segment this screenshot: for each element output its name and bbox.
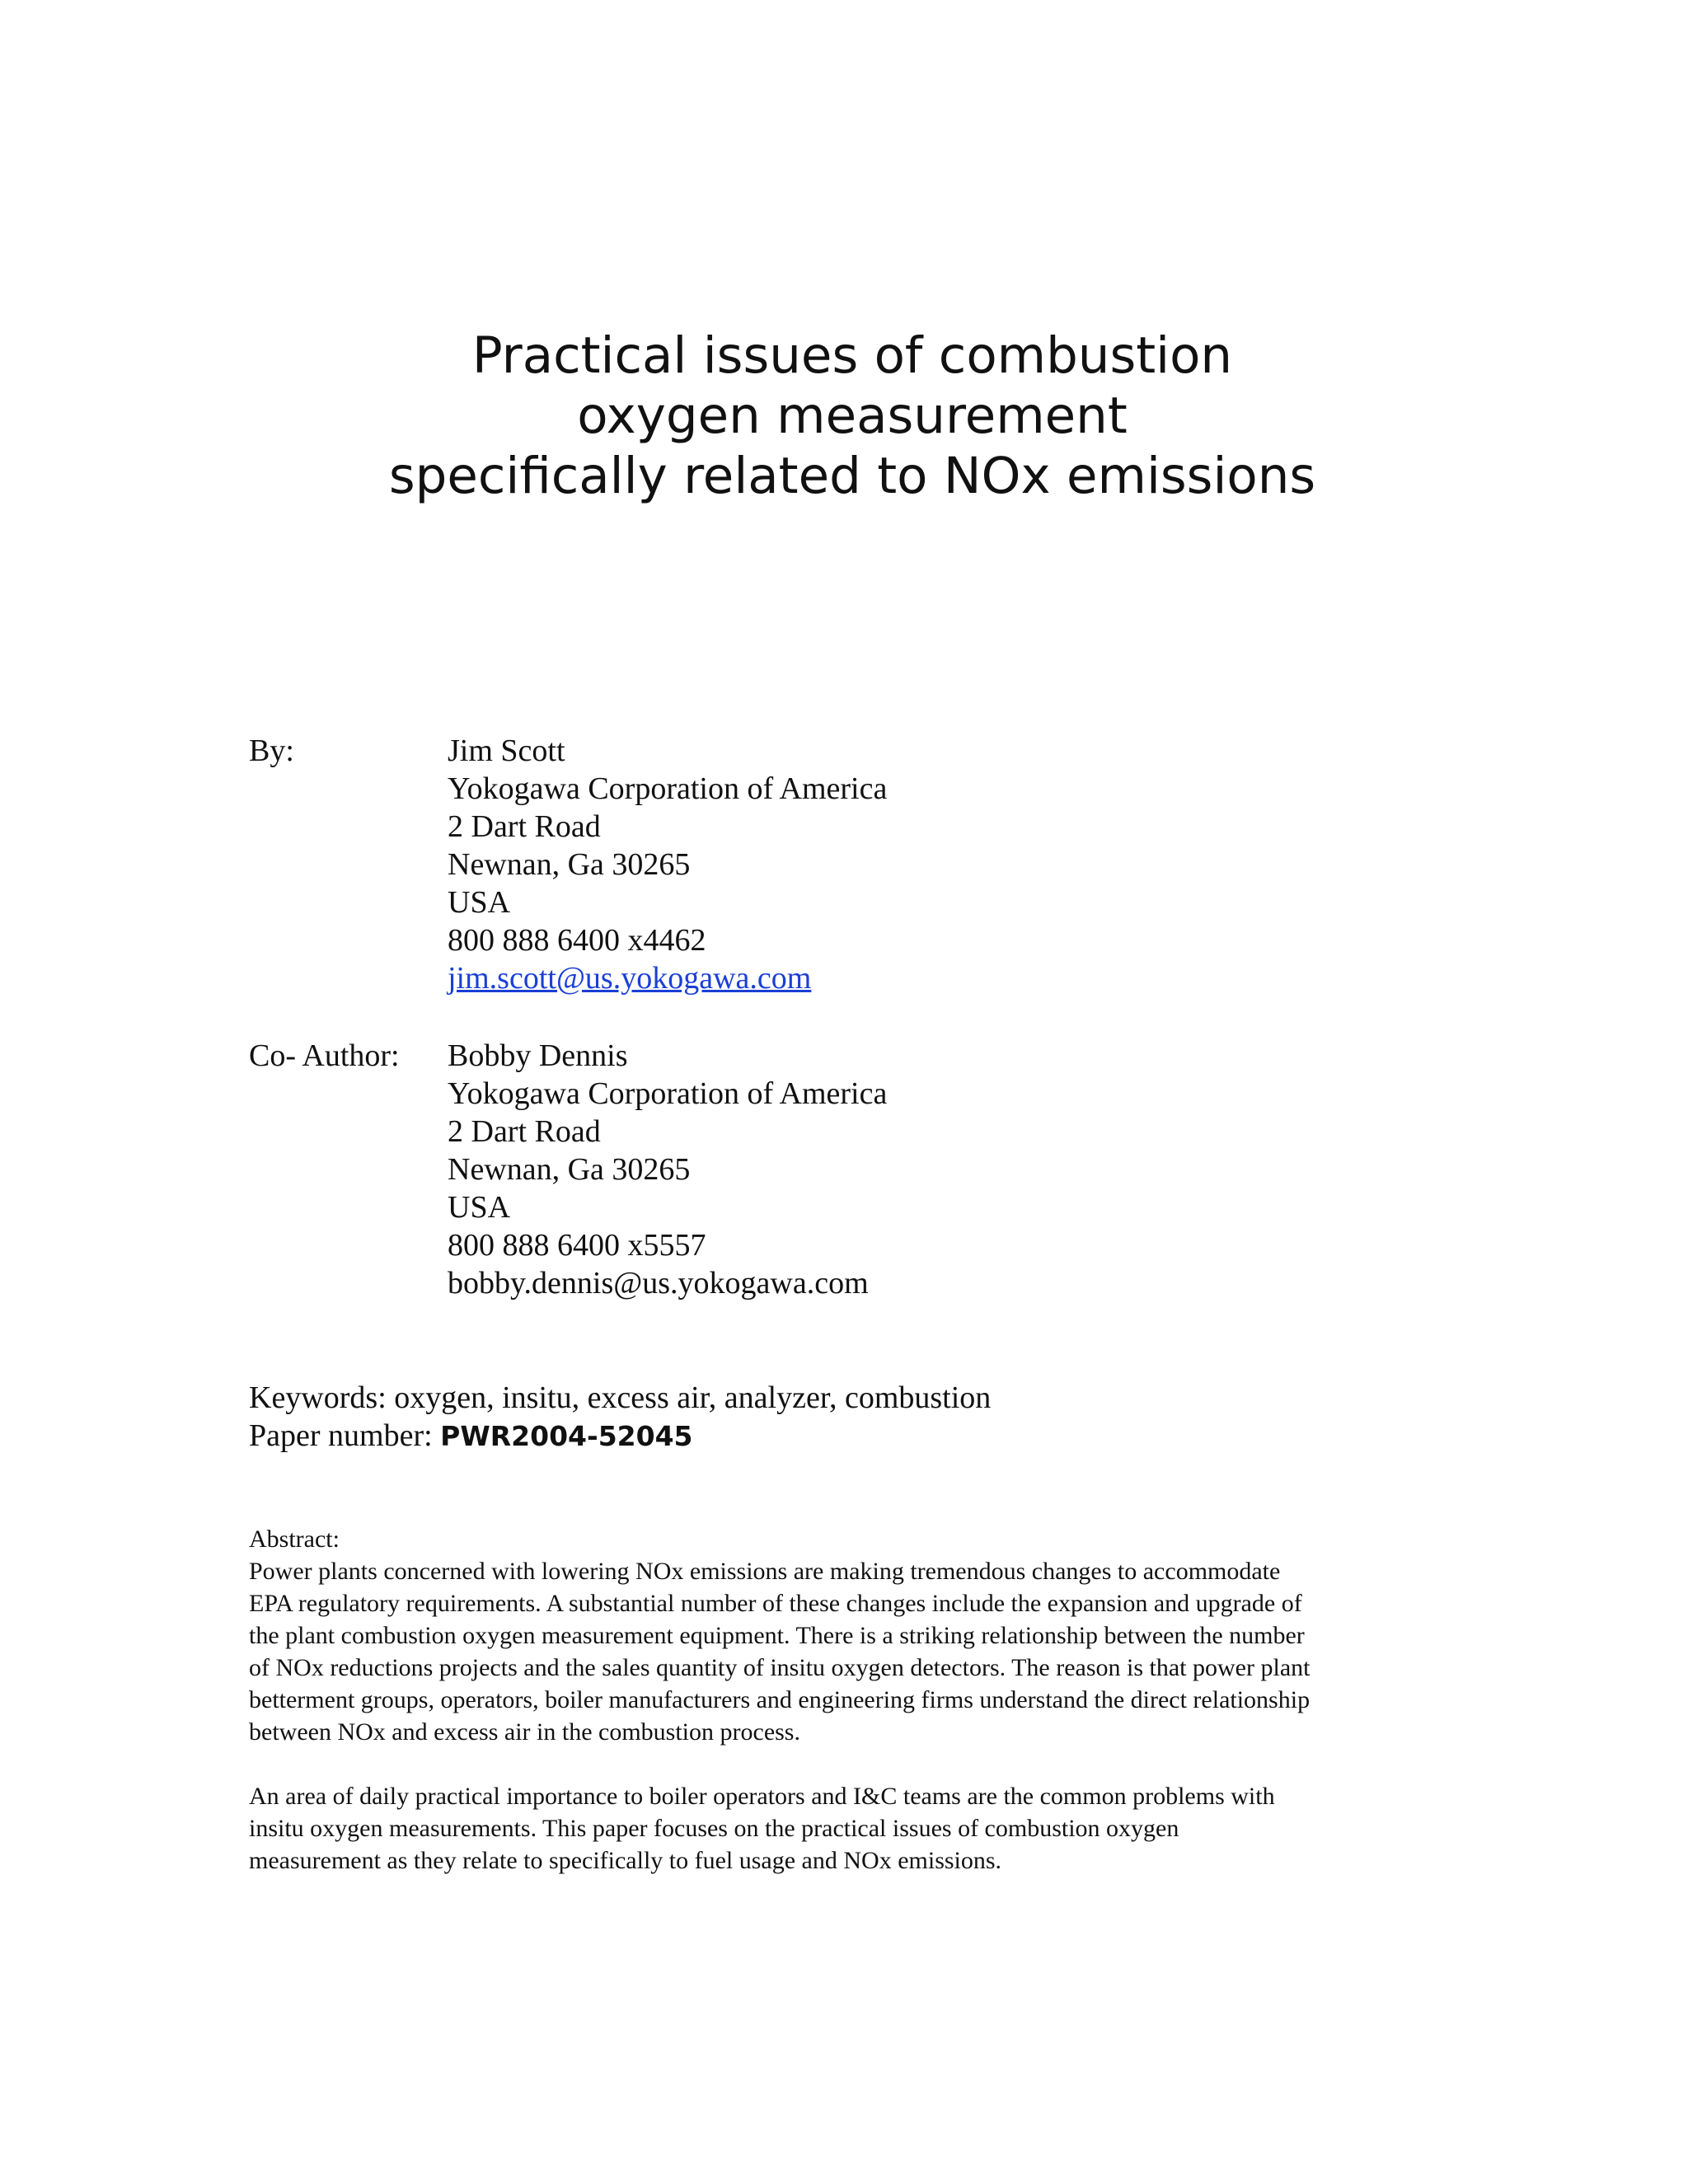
coauthor-street: 2 Dart Road: [448, 1114, 601, 1149]
paper-number-value: PWR2004-52045: [440, 1420, 693, 1452]
author-role-label: By:: [249, 733, 294, 768]
coauthor-role-label: Co- Author:: [249, 1038, 400, 1073]
title-line: Practical issues of combustion: [471, 326, 1233, 385]
abstract-p2-line: insitu oxygen measurements. This paper focuses on the practical issues of combustion oxygen: [249, 1815, 1179, 1842]
coauthor-details: [448, 1037, 887, 1302]
abstract-p2-line: measurement as they relate to specifically to fuel usage and NOx emissions.: [249, 1847, 1002, 1874]
abstract-p1-line: the plant combustion oxygen measurement equipment. There is a striking relationship between the number: [249, 1622, 1305, 1649]
title-line: specifically related to NOx emissions: [388, 447, 1316, 505]
author-country: USA: [448, 885, 511, 920]
coauthor-name: Bobby Dennis: [448, 1038, 628, 1073]
abstract-p1-line: Power plants concerned with lowering NOx emissions are making tremendous changes to accommodate: [249, 1558, 1281, 1585]
abstract-p1-line: between NOx and excess air in the combustion process.: [249, 1718, 800, 1746]
coauthor-company: Yokogawa Corporation of America: [448, 1076, 888, 1111]
title-line: oxygen measurement: [577, 387, 1128, 445]
paragraph-spacer: [249, 1748, 1444, 1780]
author-street: 2 Dart Road: [448, 809, 601, 844]
coauthor-city: Newnan, Ga 30265: [448, 1152, 691, 1187]
coauthor-phone: 800 888 6400 x5557: [448, 1228, 706, 1263]
author-name: Jim Scott: [448, 733, 565, 768]
paper-number-label: Paper number:: [249, 1418, 441, 1453]
abstract-p1-line: of NOx reductions projects and the sales quantity of insitu oxygen detectors. The reason is that power plant: [249, 1654, 1311, 1681]
author-details: [448, 732, 887, 997]
coauthor-country: USA: [448, 1190, 511, 1225]
author-city: Newnan, Ga 30265: [448, 847, 691, 882]
coauthor-email: bobby.dennis@us.yokogawa.com: [448, 1266, 869, 1301]
abstract-p2-line: An area of daily practical importance to boiler operators and I&C teams are the common problems with: [249, 1783, 1275, 1810]
author-email-link[interactable]: jim.scott@us.yokogawa.com: [448, 961, 812, 996]
author-company: Yokogawa Corporation of America: [448, 771, 888, 806]
keywords-line: Keywords: oxygen, insitu, excess air, analyzer, combustion: [249, 1380, 992, 1415]
abstract-p1-line: betterment groups, operators, boiler manufacturers and engineering firms understand the direct relationship: [249, 1686, 1311, 1713]
abstract-p1-line: EPA regulatory requirements. A substantial number of these changes include the expansion and upgrade of: [249, 1590, 1302, 1617]
abstract-section: [249, 1523, 1444, 1877]
author-phone: 800 888 6400 x4462: [448, 923, 706, 958]
abstract-heading: Abstract:: [249, 1526, 340, 1553]
paper-title: [0, 326, 1688, 506]
paper-number-line: [249, 1417, 693, 1455]
